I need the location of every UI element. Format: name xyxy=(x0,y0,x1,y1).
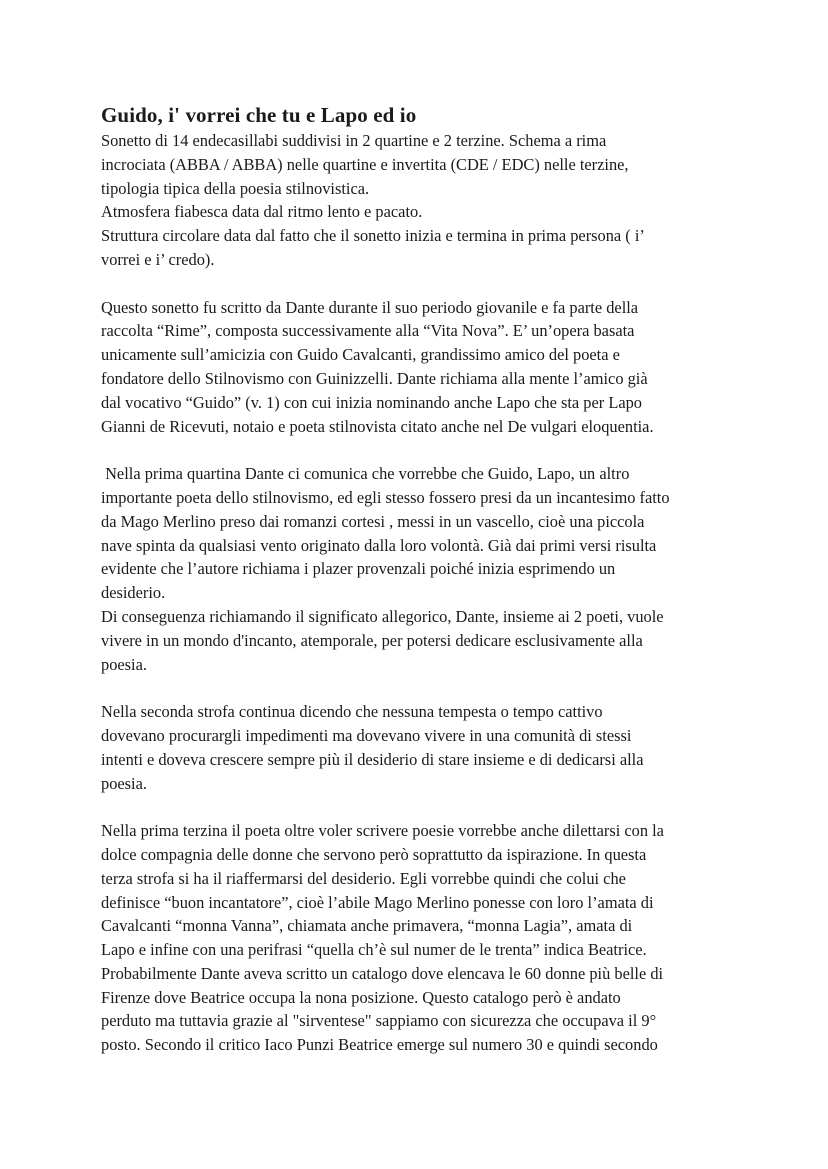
text-line: terza strofa si ha il riaffermarsi del desiderio. Egli vorrebbe quindi che colui che xyxy=(101,868,626,888)
paragraph-second-stanza xyxy=(101,700,741,795)
text-line: posto. Secondo il critico Iaco Punzi Beatrice emerge sul numero 30 e quindi secondo xyxy=(101,1035,658,1055)
text-line: dovevano procurargli impedimenti ma dovevano vivere in una comunità di stessi xyxy=(101,725,632,745)
paragraph-first-tercet xyxy=(101,819,741,1057)
text-line: dal vocativo “Guido” (v. 1) con cui inizia nominando anche Lapo che sta per Lapo xyxy=(101,392,642,412)
text-line: Sonetto di 14 endecasillabi suddivisi in 2 quartine e 2 terzine. Schema a rima xyxy=(101,131,607,150)
text-line: Atmosfera fiabesca data dal ritmo lento e pacato. xyxy=(101,202,423,222)
text-line: evidente che l’autore richiama i plazer provenzali poiché inizia esprimendo un xyxy=(101,559,616,579)
paragraph-spacer xyxy=(101,272,741,296)
text-line: importante poeta dello stilnovismo, ed egli stesso fossero presi da un incantesimo fatto xyxy=(101,487,670,507)
paragraph-spacer xyxy=(101,438,741,462)
document-page xyxy=(101,101,741,1057)
text-line: incrociata (ABBA / ABBA) nelle quartine e invertita (CDE / EDC) nelle terzine, xyxy=(101,154,629,174)
text-line: Probabilmente Dante aveva scritto un catalogo dove elencava le 60 donne più belle di xyxy=(101,963,664,983)
text-line: poesia. xyxy=(101,654,147,674)
text-line: tipologia tipica della poesia stilnovistica. xyxy=(101,178,370,198)
text-line: vorrei e i’ credo). xyxy=(101,249,215,269)
text-line: Firenze dove Beatrice occupa la nona posizione. Questo catalogo però è andato xyxy=(101,987,621,1007)
text-line: poesia. xyxy=(101,773,147,793)
text-line: perduto ma tuttavia grazie al "sirventese" sappiamo con sicurezza che occupava il 9° xyxy=(101,1011,657,1031)
text-line: desiderio. xyxy=(101,583,166,603)
text-line: Nella seconda strofa continua dicendo che nessuna tempesta o tempo cattivo xyxy=(101,702,603,722)
text-line: definisce “buon incantatore”, cioè l’abile Mago Merlino ponesse con loro l’amata di xyxy=(101,892,654,912)
text-line: unicamente sull’amicizia con Guido Cavalcanti, grandissimo amico del poeta e xyxy=(101,345,620,365)
text-line: nave spinta da qualsiasi vento originato dalla loro volontà. Già dai primi versi risulta xyxy=(101,535,657,555)
text-line: fondatore dello Stilnovismo con Guinizzelli. Dante richiama alla mente l’amico già xyxy=(101,368,648,388)
paragraph-spacer xyxy=(101,676,741,700)
text-line: Cavalcanti “monna Vanna”, chiamata anche primavera, “monna Lagia”, amata di xyxy=(101,916,633,936)
intro-paragraph xyxy=(101,129,741,272)
text-line: raccolta “Rime”, composta successivamente alla “Vita Nova”. E’ un’opera basata xyxy=(101,321,635,341)
text-line: Nella prima terzina il poeta oltre voler scrivere poesie vorrebbe anche dilettarsi con la xyxy=(101,821,664,841)
paragraph-context xyxy=(101,296,741,439)
text-line: dolce compagnia delle donne che servono però soprattutto da ispirazione. In questa xyxy=(101,844,647,864)
text-line: Di conseguenza richiamando il significato allegorico, Dante, insieme ai 2 poeti, vuole xyxy=(101,606,664,626)
text-line: vivere in un mondo d'incanto, atemporale, per potersi dedicare esclusivamente alla xyxy=(101,630,643,650)
text-line: Lapo e infine con una perifrasi “quella ch’è sul numer de le trenta” indica Beatrice. xyxy=(101,940,647,960)
text-line: Questo sonetto fu scritto da Dante durante il suo periodo giovanile e fa parte della xyxy=(101,297,639,317)
text-line: Gianni de Ricevuti, notaio e poeta stilnovista citato anche nel De vulgari eloquentia. xyxy=(101,416,654,436)
paragraph-first-quatrain xyxy=(101,462,741,676)
text-line: da Mago Merlino preso dai romanzi cortesi , messi in un vascello, cioè una piccola xyxy=(101,511,645,531)
text-line: intenti e doveva crescere sempre più il desiderio di stare insieme e di dedicarsi alla xyxy=(101,749,644,769)
document-title: Guido, i' vorrei che tu e Lapo ed io xyxy=(101,103,417,127)
paragraph-spacer xyxy=(101,795,741,819)
text-line: Struttura circolare data dal fatto che il sonetto inizia e termina in prima persona ( i’ xyxy=(101,226,645,246)
text-line: Nella prima quartina Dante ci comunica che vorrebbe che Guido, Lapo, un altro xyxy=(101,464,630,484)
